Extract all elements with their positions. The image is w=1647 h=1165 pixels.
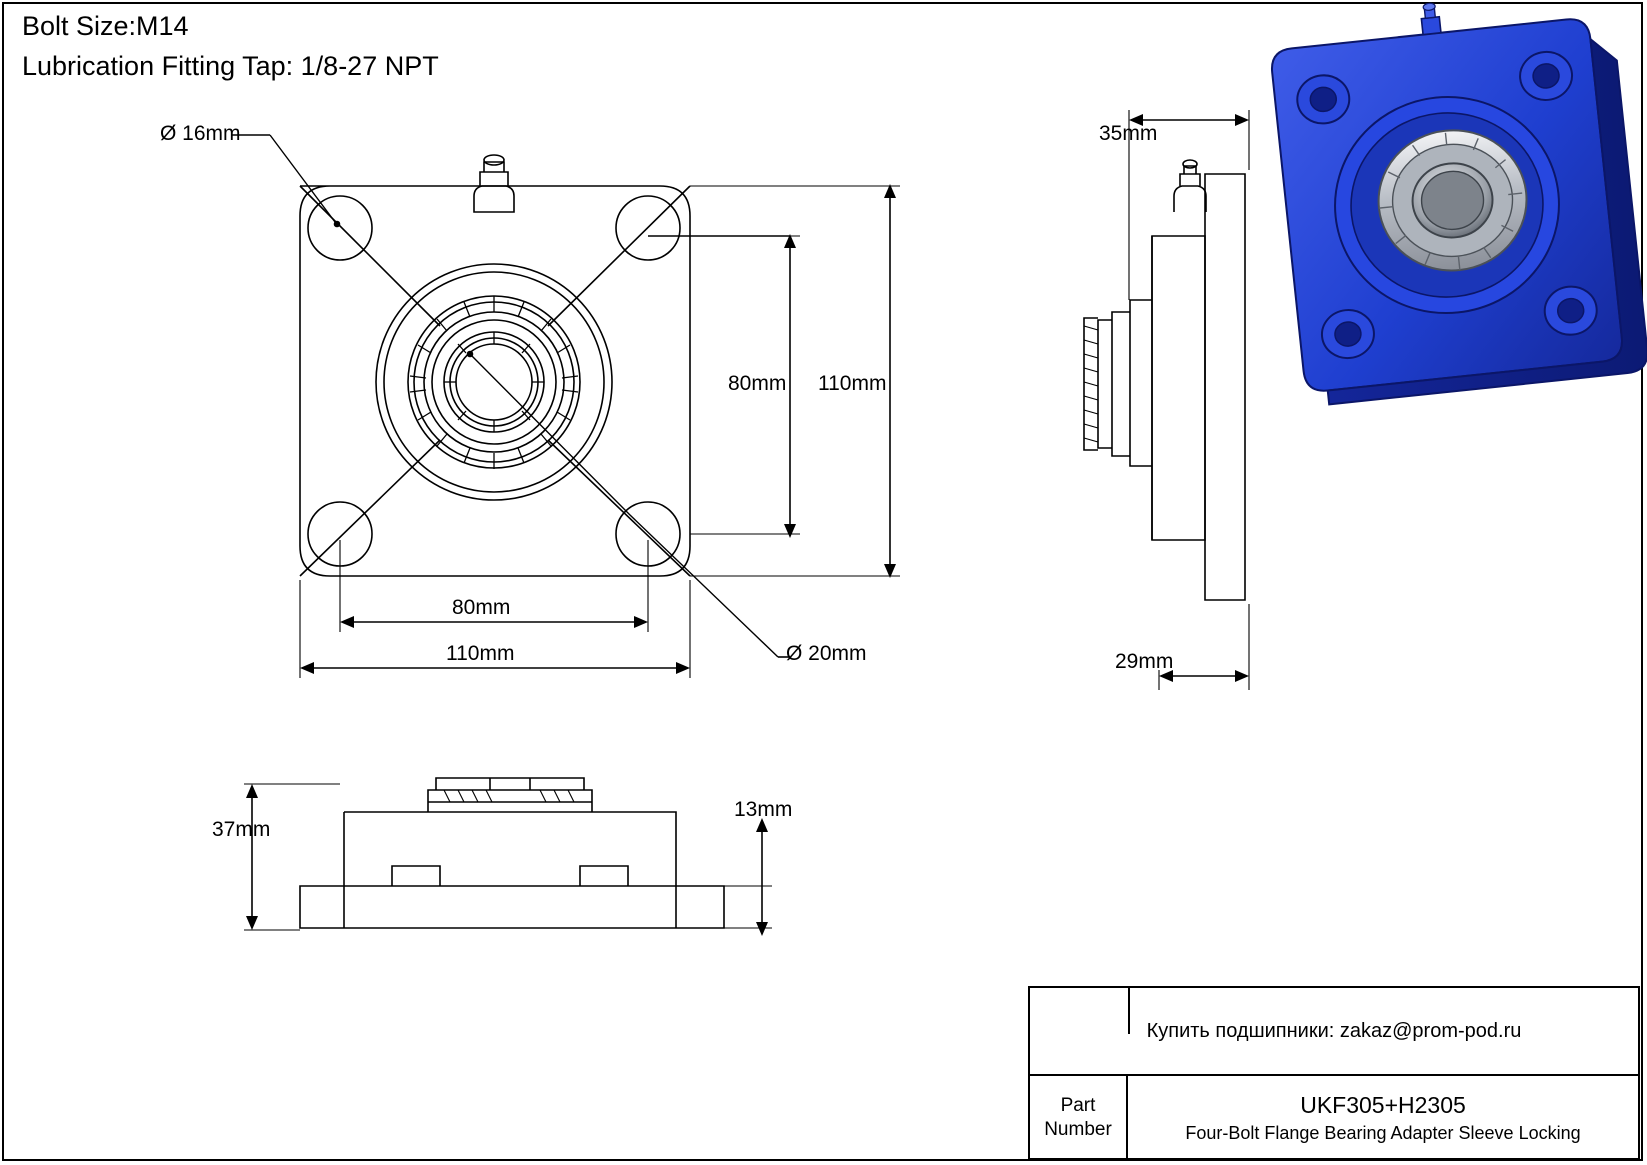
title-block: [1028, 986, 1640, 1160]
dim-bolt-spacing-horizontal: 80mm: [452, 596, 511, 619]
dim-total-height: 37mm: [212, 818, 271, 841]
dim-overall-width: 110mm: [446, 642, 515, 665]
dim-total-depth: 35mm: [1099, 122, 1158, 145]
part-number-value: [1128, 1076, 1638, 1160]
part-number-label-line1: Part: [1060, 1095, 1096, 1116]
title-block-part-row: [1030, 1076, 1638, 1160]
dim-flange-thickness: 13mm: [734, 798, 793, 821]
part-number-label: [1030, 1076, 1128, 1160]
dim-flange-offset: 29mm: [1115, 650, 1174, 673]
dim-overall-height: 110mm: [818, 372, 887, 395]
dim-bore-diameter: Ø 20mm: [786, 642, 867, 665]
part-description-text: Four-Bolt Flange Bearing Adapter Sleeve Locking: [1185, 1123, 1581, 1143]
part-number-label-line2: Number: [1044, 1119, 1112, 1140]
dim-bolt-hole-diameter: Ø 16mm: [160, 122, 241, 145]
part-number-text: UKF305+H2305: [1300, 1092, 1466, 1118]
note-bolt-size: Bolt Size:M14: [22, 11, 189, 41]
title-block-divider: [1128, 988, 1130, 1034]
title-block-contact-row: [1030, 988, 1638, 1076]
dim-bolt-spacing-vertical: 80mm: [728, 372, 787, 395]
contact-text: Купить подшипники: zakaz@prom-pod.ru: [1146, 1019, 1522, 1042]
note-lubrication-fitting: Lubrication Fitting Tap: 1/8-27 NPT: [22, 51, 439, 81]
